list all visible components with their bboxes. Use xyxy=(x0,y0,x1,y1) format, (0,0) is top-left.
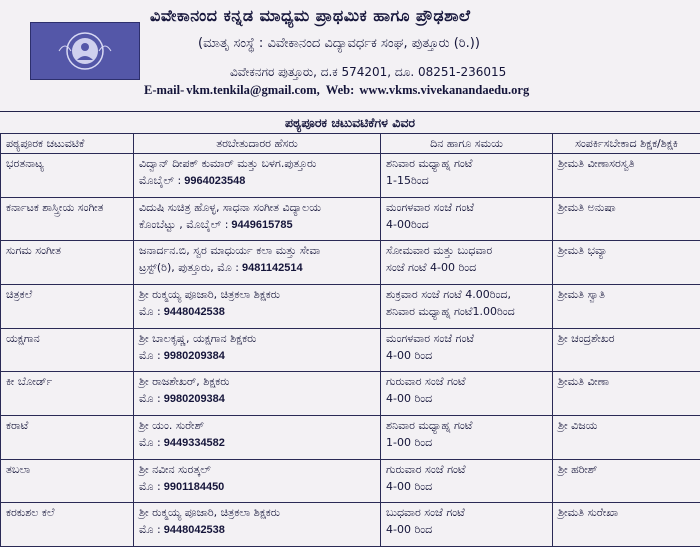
contact-cell xyxy=(553,241,700,285)
column-header-trainer: ತರಬೇತುದಾರರ ಹೆಸರು xyxy=(134,134,381,154)
trainer-cell xyxy=(134,372,381,416)
contact-cell xyxy=(553,197,700,241)
trainer-name: ವಿದ್ವಾನ್ ದೀಪಕ್ ಕುಮಾರ್ ಮತ್ತು ಬಳಗ.ಪುತ್ತೂರು xyxy=(139,157,317,170)
trainer-cell xyxy=(134,415,381,459)
phone-number: 9964023548 xyxy=(184,175,246,187)
contact-teacher: ಶ್ರೀ ವಿಜಯ xyxy=(558,418,598,432)
schedule-cell xyxy=(381,503,553,547)
phone-label: ಮೊ : xyxy=(139,348,161,362)
trainer-phone-line xyxy=(139,216,375,234)
schedule-line-2: 4-00 ರಿಂದ xyxy=(386,523,433,537)
contact-line xyxy=(144,83,700,98)
contact-cell xyxy=(553,154,700,198)
school-emblem-icon xyxy=(30,22,140,80)
contact-teacher: ಶ್ರೀ ಹರೀಶ್ xyxy=(558,462,598,476)
trainer-name: ಜನಾರ್ದನ.ಬಿ, ಸ್ವರ ಮಾಧುರ್ಯ ಕಲಾ ಮತ್ತು ಸೇವಾ xyxy=(139,244,321,258)
activity-name: ಕರಾಟೆ xyxy=(6,418,29,432)
schedule-cell xyxy=(381,241,553,285)
schedule-cell xyxy=(381,328,553,372)
activity-name: ಚಿತ್ರಕಲೆ xyxy=(6,287,33,301)
email-label: E-mail- xyxy=(144,83,185,97)
schedule-cell xyxy=(381,372,553,416)
phone-number: 9901184450 xyxy=(163,480,225,493)
phone-number: 9449334582 xyxy=(163,436,225,449)
table-row xyxy=(1,284,700,328)
phone-number: 9980209384 xyxy=(163,349,225,362)
phone-label: ಕೊಂಬೆಟ್ಟು , ಮೊಬೈಲ್ : xyxy=(139,217,229,231)
phone-label: ಮೊ : xyxy=(139,304,161,318)
schedule-cell xyxy=(381,459,553,503)
contact-teacher: ಶ್ರೀಮತಿ ಭವ್ಯಾ xyxy=(558,244,608,258)
activity-cell xyxy=(1,284,134,328)
phone-number: 9481142514 xyxy=(242,262,303,275)
table-row xyxy=(1,459,700,503)
email-link[interactable]: vkm.tenkila@gmail.com, xyxy=(186,83,320,97)
column-header-schedule: ದಿನ ಹಾಗೂ ಸಮಯ xyxy=(381,134,553,154)
trainer-name: ಶ್ರೀ ರಾಜಶೇಖರ್, ಶಿಕ್ಷಕರು xyxy=(139,375,230,389)
table-row xyxy=(1,415,700,459)
contact-teacher: ಶ್ರೀಮತಿ ಅನುಷಾ xyxy=(558,200,616,214)
contact-cell xyxy=(553,415,700,459)
activity-cell xyxy=(1,328,134,372)
activity-cell xyxy=(1,197,134,241)
trainer-cell xyxy=(134,459,381,503)
contact-teacher: ಶ್ರೀಮತಿ ಸ್ವಾತಿ xyxy=(558,287,605,301)
contact-cell xyxy=(553,459,700,503)
schedule-line-1: ಬುಧವಾರ ಸಂಜೆ ಗಂಟೆ xyxy=(386,506,465,520)
table-row xyxy=(1,372,700,416)
phone-label: ಮೊಬೈಲ್ : xyxy=(139,174,182,187)
activity-cell xyxy=(1,154,134,198)
table-row xyxy=(1,503,700,547)
activity-cell xyxy=(1,241,134,285)
contact-teacher: ಶ್ರೀಮತಿ ವೀಣಾಸರಸ್ವತಿ xyxy=(558,157,635,170)
schedule-line-2: ಶನಿವಾರ ಮಧ್ಯಾಹ್ನ ಗಂಟೆ1.00ರಿಂದ xyxy=(386,304,515,318)
schedule-line-2: ಸಂಜೆ ಗಂಟೆ 4-00 ರಿಂದ xyxy=(386,261,477,275)
trainer-name: ವಿದುಷಿ ಸುಚಿತ್ರ ಹೊಳ್ಳ, ಸಾಧನಾ ಸಂಗೀತ ವಿದ್ಯಾಲಯ xyxy=(139,200,321,214)
trainer-phone-line xyxy=(139,434,375,452)
parent-organization: (ಮಾತೃ ಸಂಸ್ಥೆ : ವಿವೇಕಾನಂದ ವಿದ್ಯಾವರ್ಧಕ ಸಂಘ, ಪುತ್ತೂರು (ರಿ.)) xyxy=(198,36,480,51)
table-row xyxy=(1,241,700,285)
trainer-name: ಶ್ರೀ ಬಾಲಕೃಷ್ಣ, ಯಕ್ಷಗಾನ ಶಿಕ್ಷಕರು xyxy=(139,331,257,345)
schedule-line-2: 1-00 ರಿಂದ xyxy=(386,435,433,449)
phone-number: 9448042538 xyxy=(163,524,225,537)
activity-name: ಸುಗಮ ಸಂಗೀತ xyxy=(6,244,61,258)
schedule-line-1: ಶುಕ್ರವಾರ ಸಂಜೆ ಗಂಟೆ 4.00ರಿಂದ, xyxy=(386,287,511,301)
school-name: ವಿವೇಕಾನಂದ ಕನ್ನಡ ಮಾಧ್ಯಮ ಪ್ರಾಥಮಿಕ ಹಾಗೂ ಪ್ರೌಢಶಾಲೆ xyxy=(150,6,471,25)
activity-cell xyxy=(1,503,134,547)
trainer-cell xyxy=(134,284,381,328)
table-row xyxy=(1,197,700,241)
phone-label: ಮೊ : xyxy=(139,392,161,406)
activity-name: ತಬಲಾ xyxy=(6,462,31,476)
trainer-cell xyxy=(134,241,381,285)
phone-label: ಮೊ : xyxy=(139,479,161,493)
schedule-line-2: 4-00 ರಿಂದ xyxy=(386,479,433,493)
contact-teacher: ಶ್ರೀಮತಿ ವೀಣಾ xyxy=(558,375,610,389)
trainer-phone-line xyxy=(139,347,375,365)
schedule-cell xyxy=(381,154,553,198)
trainer-cell xyxy=(134,154,381,198)
schedule-cell xyxy=(381,415,553,459)
activity-name: ಕರ್ನಾಟಕ ಶಾಸ್ತ್ರೀಯ ಸಂಗೀತ xyxy=(6,200,104,214)
contact-teacher: ಶ್ರೀ ಚಂದ್ರಶೇಖರ xyxy=(558,331,615,345)
web-label: Web: xyxy=(325,83,355,97)
contact-cell xyxy=(553,328,700,372)
activity-name: ಕರಕುಶಲ ಕಲೆ xyxy=(6,506,55,520)
phone-number: 9448042538 xyxy=(163,305,225,318)
trainer-name: ಶ್ರೀ ರುಕ್ಮಯ್ಯ ಪೂಜಾರಿ, ಚಿತ್ರಕಲಾ ಶಿಕ್ಷಕರು xyxy=(139,287,281,301)
schedule-line-1: ಶನಿವಾರ ಮಧ್ಯಾಹ್ನ ಗಂಟೆ xyxy=(386,418,473,432)
trainer-phone-line xyxy=(139,521,375,539)
trainer-cell xyxy=(134,328,381,372)
schedule-cell xyxy=(381,284,553,328)
table-row xyxy=(1,328,700,372)
section-title: ಪಠ್ಯಪೂರಕ ಚಟುವಟಿಕೆಗಳ ವಿವರ xyxy=(0,111,700,134)
column-header-contact: ಸಂಪರ್ಕಿಸಬೇಕಾದ ಶಿಕ್ಷಕ/ಶಿಕ್ಷಕಿ xyxy=(553,134,700,154)
activity-name: ಭರತನಾಟ್ಯ xyxy=(6,157,44,170)
schedule-line-2: 4-00 ರಿಂದ xyxy=(386,392,433,406)
trainer-phone-line xyxy=(139,303,375,321)
activity-cell xyxy=(1,372,134,416)
schedule-line-2: 4-00 ರಿಂದ xyxy=(386,348,433,362)
activity-cell xyxy=(1,415,134,459)
trainer-cell xyxy=(134,197,381,241)
trainer-name: ಶ್ರೀ ರುಕ್ಮಯ್ಯ ಪೂಜಾರಿ, ಚಿತ್ರಕಲಾ ಶಿಕ್ಷಕರು xyxy=(139,506,281,520)
schedule-line-1: ಸೋಮವಾರ ಮತ್ತು ಬುಧವಾರ xyxy=(386,244,493,258)
school-address: ವಿವೇಕನಗರ ಪುತ್ತೂರು, ದ.ಕ 574201, ದೂ. 08251-236015 xyxy=(230,65,507,79)
trainer-phone-line xyxy=(139,478,375,496)
trainer-name: ಶ್ರೀ ನವೀನ ಸುರತ್ಕಲ್ xyxy=(139,462,211,476)
phone-number: 9449615785 xyxy=(231,218,293,231)
contact-cell xyxy=(553,503,700,547)
letterhead xyxy=(0,0,700,108)
schedule-line-1: ಮಂಗಳವಾರ ಸಂಜೆ ಗಂಟೆ xyxy=(386,200,475,214)
website-link[interactable]: www.vkms.vivekanandaedu.org xyxy=(359,83,530,97)
schedule-line-2: 1-15ರಿಂದ xyxy=(386,174,429,187)
phone-label: ಮೊ : xyxy=(139,523,161,537)
trainer-phone-line xyxy=(139,390,375,408)
activity-cell xyxy=(1,459,134,503)
contact-teacher: ಶ್ರೀಮತಿ ಸುರೇಖಾ xyxy=(558,506,619,520)
schedule-line-1: ಶನಿವಾರ ಮಧ್ಯಾಹ್ನ ಗಂಟೆ xyxy=(386,157,473,170)
table-header-row xyxy=(1,134,700,154)
contact-cell xyxy=(553,284,700,328)
activity-name: ಯಕ್ಷಗಾನ xyxy=(6,331,40,345)
contact-cell xyxy=(553,372,700,416)
activities-table xyxy=(0,133,700,547)
schedule-line-1: ಗುರುವಾರ ಸಂಜೆ ಗಂಟೆ xyxy=(386,375,466,389)
schedule-line-1: ಮಂಗಳವಾರ ಸಂಜೆ ಗಂಟೆ xyxy=(386,331,475,345)
table-row xyxy=(1,154,700,198)
schedule-line-1: ಗುರುವಾರ ಸಂಜೆ ಗಂಟೆ xyxy=(386,462,466,476)
trainer-phone-line xyxy=(139,172,375,190)
trainer-cell xyxy=(134,503,381,547)
phone-number: 9980209384 xyxy=(163,393,225,406)
column-header-activity: ಪಠ್ಯಪೂರಕ ಚಟುವಟಿಕೆ xyxy=(1,134,134,154)
schedule-cell xyxy=(381,197,553,241)
phone-label: ಮೊ : xyxy=(139,435,161,449)
schedule-line-2: 4-00ರಿಂದ xyxy=(386,217,429,231)
trainer-phone-line xyxy=(139,259,375,277)
phone-label: ಟ್ರಸ್ಟ್(ರಿ), ಪುತ್ತೂರು, ಮೊ : xyxy=(139,261,240,275)
trainer-name: ಶ್ರೀ ಯಂ. ಸುರೇಶ್ xyxy=(139,418,205,432)
activity-name: ಕೀ ಬೋರ್ಡ್ xyxy=(6,375,53,389)
